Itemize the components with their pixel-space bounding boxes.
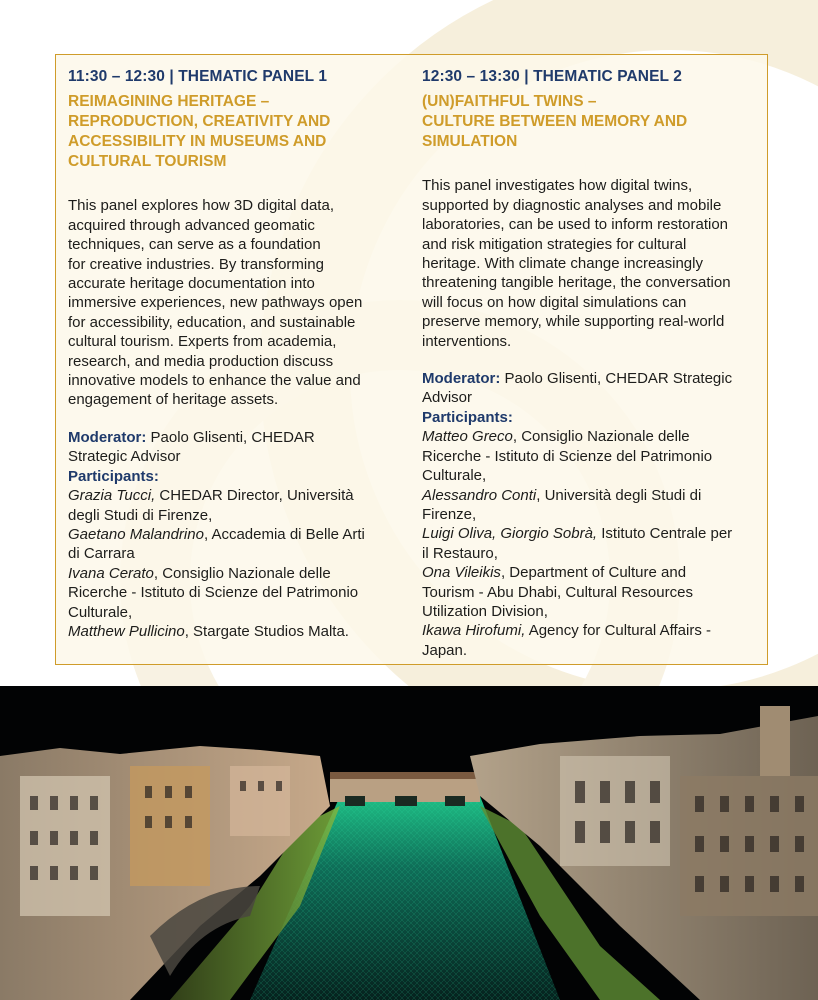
point-cloud-river-city-photo [0,686,818,1000]
participant-affiliation: , Consiglio Nazionale delle Ricerche - Istituto di Scienze del Patrimonio Culturale, [422,428,713,485]
participant-name: Alessandro Conti [422,486,537,504]
panel-2-moderator [422,369,752,408]
participant-item [422,486,752,525]
participant-affiliation: , Consiglio Nazionale delle Ricerche - Istituto di Scienze del Patrimonio Culturale, [68,564,359,621]
participant-affiliation: , Università degli Studi di Firenze, [422,486,702,523]
participant-item [68,564,398,622]
participant-affiliation: , Department of Culture and Tourism - Abu Dhabi, Cultural Resources Utilization Division, [422,564,693,620]
participant-item [422,524,752,563]
participant-affiliation: , Accademia di Belle Arti di Carrara [68,525,365,563]
participant-affiliation: Istituto Centrale per il Restauro, [422,525,733,562]
panel-2-title: (UN)FAITHFUL TWINS – CULTURE BETWEEN MEMORY AND SIMULATION [422,93,688,151]
participant-item [422,563,752,621]
moderator-label: Moderator: [68,428,147,446]
participant-item [68,525,398,564]
panel-1-description: This panel explores how 3D digital data, acquired through advanced geomatic techniques, can serve as a foundation for creative industries. By transforming accurate heritage documentation into immersive experiences, new pathways open for accessibility, education, and sustainable cultural tourism. Experts from academia, research, and media production discuss innovative models to enhance the value and engagement of heritage assets. [68,197,363,409]
participant-name: Ivana Cerato [68,564,154,582]
panel-2-participants-label: Participants: [422,408,513,426]
participant-name: Ona Vileikis [422,564,501,582]
participant-item [68,622,398,641]
participant-affiliation: CHEDAR Director, Università degli Studi di Firenze, [68,487,354,524]
panel-2-description: This panel investigates how digital twins, supported by diagnostic analyses and mobile laboratories, can be used to inform restoration and risk mitigation strategies for cultural heritage. With climate change increasingly threatening tangible heritage, the conversation will focus on how digital simulations can preserve memory, while supporting real-world interventions. [422,177,731,350]
panel-2-column [422,67,752,660]
panel-1-title: REIMAGINING HERITAGE – REPRODUCTION, CREATIVITY AND ACCESSIBILITY IN MUSEUMS AND CULTURAL TOURISM [68,93,331,171]
panel-1-column [68,67,398,641]
participant-affiliation: Agency for Cultural Affairs - Japan. [422,622,711,659]
participant-item [422,427,752,485]
panel-1-participants-label: Participants: [68,467,159,485]
participant-name: Luigi Oliva, Giorgio Sobrà, [422,525,598,543]
panel-2-time-heading: 12:30 – 13:30 | THEMATIC PANEL 2 [422,68,682,85]
participant-item [68,486,398,525]
participant-name: Grazia Tucci, [68,487,156,505]
participant-affiliation: , Stargate Studios Malta. [184,622,349,640]
panel-1-time-heading: 11:30 – 12:30 | THEMATIC PANEL 1 [68,68,328,85]
participant-name: Matthew Pullicino [68,622,185,640]
participant-name: Ikawa Hirofumi, [422,622,526,640]
moderator-text: Paolo Glisenti, CHEDAR Strategic Advisor [422,370,733,407]
participant-name: Gaetano Malandrino [68,525,204,543]
photo-illustration [0,686,818,1000]
program-panel-box [55,54,768,665]
moderator-text: Paolo Glisenti, CHEDAR Strategic Advisor [68,428,315,466]
participant-name: Matteo Greco [422,428,513,446]
moderator-label: Moderator: [422,370,501,388]
panel-1-moderator [68,428,398,467]
participant-item [422,621,752,660]
